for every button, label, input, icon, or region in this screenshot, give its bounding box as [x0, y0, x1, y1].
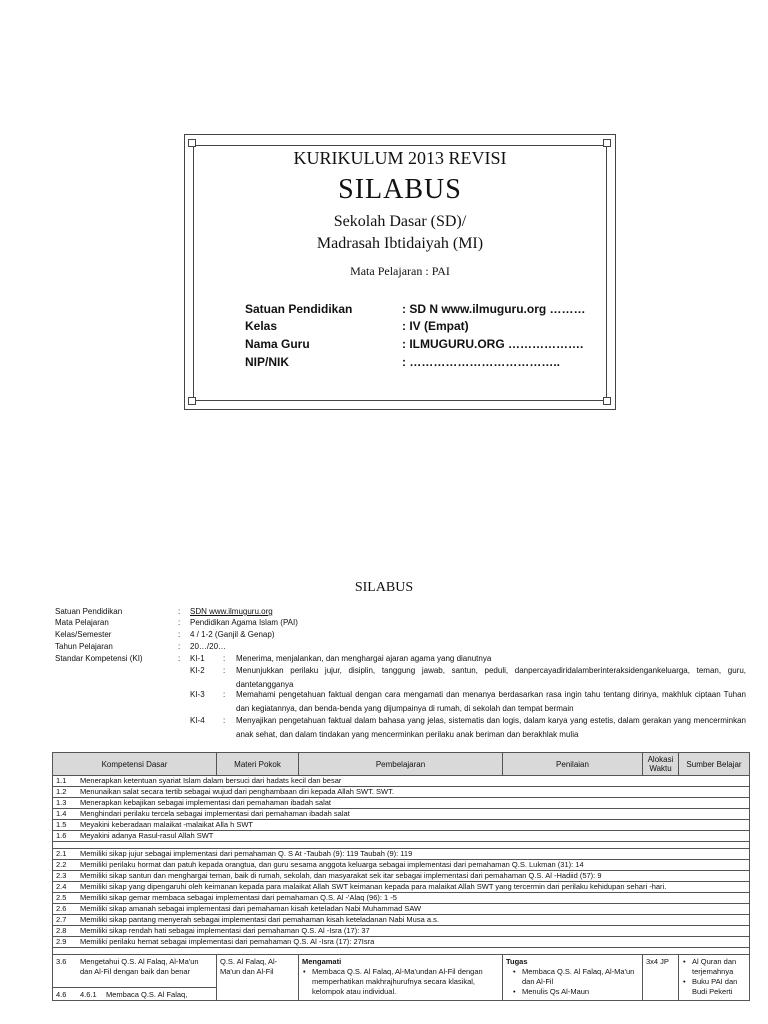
- header-pembelajaran: Pembelajaran: [299, 753, 503, 776]
- syllabus-table: [52, 752, 750, 1001]
- meta-label: Standar Kompetensi (KI): [55, 654, 143, 663]
- info-value: : ILMUGURU.ORG ……………….: [402, 337, 584, 351]
- kd-number: 2.4: [56, 882, 67, 891]
- meta-value: Pendidikan Agama Islam (PAI): [190, 618, 298, 627]
- header-kompetensi-dasar: Kompetensi Dasar: [53, 753, 217, 776]
- info-label: Nama Guru: [245, 337, 310, 351]
- kd-number: 1.4: [56, 809, 67, 818]
- meta-value: 4 / 1-2 (Ganjil & Genap): [190, 630, 275, 639]
- cell-materi-pokok: Q.S. Al Falaq, Al-Ma'un dan Al-Fil: [217, 955, 299, 1001]
- pembelajaran-heading: Mengamati: [302, 957, 342, 966]
- kd-text: Menerapkan ketentuan syariat Islam dalam bersuci dari hadats kecil dan besar: [80, 776, 342, 785]
- ki-code: KI-1: [190, 654, 205, 663]
- kd-text: Menghindari perilaku tercela sebagai implementasi dari pemahaman ibadah salat: [80, 809, 350, 818]
- kd-number: 2.6: [56, 904, 67, 913]
- info-value: : IV (Empat): [402, 319, 469, 333]
- cell-pembelajaran: [299, 955, 503, 1001]
- table-row: [53, 831, 750, 842]
- kd-number: 4.6: [56, 990, 67, 999]
- meta-value: 20…/20…: [190, 642, 227, 651]
- ki-colon: :: [223, 716, 226, 725]
- table-row: [53, 849, 750, 860]
- corner-ornament: [603, 397, 611, 405]
- kd-text: Menunaikan salat secara tertib sebagai wujud dari penghambaan diri kepada Allah SWT. SWT.: [80, 787, 394, 796]
- table-row: [53, 915, 750, 926]
- kd-sub-number: 4.6.1: [80, 990, 97, 999]
- corner-ornament: [188, 397, 196, 405]
- table-row: [53, 893, 750, 904]
- header-sumber-belajar: Sumber Belajar: [679, 753, 750, 776]
- kd-number: 3.6: [56, 957, 67, 966]
- ki-colon: :: [223, 690, 226, 699]
- info-label: NIP/NIK: [245, 355, 290, 369]
- cover-subtitle-1: Sekolah Dasar (SD)/: [333, 213, 467, 230]
- meta-label: Satuan Pendidikan: [55, 607, 123, 616]
- ki-code: KI-4: [190, 716, 205, 725]
- table-row-detail: [53, 955, 750, 1001]
- table-row: [53, 871, 750, 882]
- kd-number: 2.3: [56, 871, 67, 880]
- kd-text: Meyakini keberadaan malaikat -malaikat Alla h SWT: [80, 820, 253, 829]
- cell-sumber-belajar: [679, 955, 750, 1001]
- ki-colon: :: [223, 666, 226, 675]
- ki-text: Menunjukkan perilaku jujur, disiplin, tanggung jawab, santun, peduli, danpercayadiridalamberinteraksidengankeluarga, teman, guru, dantetangganya: [236, 666, 746, 689]
- cover-title: KURIKULUM 2013 REVISI: [293, 148, 507, 168]
- table-row: [53, 937, 750, 948]
- penilaian-item: • Membaca Q.S. Al Falaq, Al-Ma'un dan Al-Fil: [512, 967, 639, 987]
- sumber-item: • Al Quran dan terjemahnya: [682, 957, 746, 977]
- penilaian-heading: Tugas: [506, 957, 528, 966]
- table-row: [53, 860, 750, 871]
- table-row: [53, 787, 750, 798]
- ki-colon: :: [223, 654, 226, 663]
- table-spacer-row: [53, 948, 750, 955]
- info-label: Kelas: [245, 319, 278, 333]
- table-row: [53, 809, 750, 820]
- kd-number: 2.2: [56, 860, 67, 869]
- section-title: SILABUS: [354, 580, 414, 595]
- table-row: [53, 904, 750, 915]
- kd-number: 1.2: [56, 787, 67, 796]
- sumber-item: • Buku PAI dan Budi Pekerti: [682, 977, 746, 997]
- kd-text: Memiliki sikap rendah hati sebagai implementasi dari pemahaman Q.S. Al -Isra (17): 37: [80, 926, 370, 935]
- kd-number: 1.6: [56, 831, 67, 840]
- info-label: Satuan Pendidikan: [245, 302, 353, 316]
- meta-label: Kelas/Semester: [55, 630, 112, 639]
- header-alokasi-waktu: Alokasi Waktu: [643, 753, 679, 776]
- kd-number: 2.9: [56, 937, 67, 946]
- meta-label: Tahun Pelajaran: [55, 642, 113, 651]
- kd-text: Memiliki sikap pantang menyerah sebagai implementasi dari pemahaman kisah keteladanan Nabi Musa a.s.: [80, 915, 439, 924]
- kd-number: 2.8: [56, 926, 67, 935]
- header-materi-pokok: Materi Pokok: [217, 753, 299, 776]
- kd-text: Memiliki perilaku hormat dan patuh kepada orangtua, dan guru sesama anggota keluarga sebagai implementasi dari pemahaman Q.S. Lukman (31): 14: [80, 860, 584, 869]
- pembelajaran-item: • Membaca Q.S. Al Falaq, Al-Ma'undan Al-Fil dengan memperhatikan makhrajhurufnya secara klasikal, kelompok atau individual.: [302, 967, 499, 997]
- table-header-row: [53, 753, 750, 776]
- kd-text: Mengetahui Q.S. Al Falaq, Al-Ma'un dan Al-Fil dengan baik dan benar: [80, 957, 199, 976]
- cover-subtitle-2: Madrasah Ibtidaiyah (MI): [316, 235, 484, 252]
- info-value: : ………………………………..: [402, 355, 560, 369]
- info-value: : SD N www.ilmuguru.org ………: [402, 302, 586, 316]
- meta-label: Mata Pelajaran: [55, 618, 109, 627]
- table-row: [53, 926, 750, 937]
- cell-kompetensi-dasar: [53, 955, 217, 1001]
- meta-colon: :: [178, 618, 181, 627]
- kd-text: Memiliki sikap santun dan menghargai teman, baik di rumah, sekolah, dan masyarakat sek itar sebagai implementasi dari pemahaman Q.S. Al -Hadiid (57): 9: [80, 871, 602, 880]
- meta-colon: :: [178, 607, 181, 616]
- kd-text: Meyakini adanya Rasul-rasul Allah SWT: [80, 831, 214, 840]
- kd-number: 1.5: [56, 820, 67, 829]
- ki-code: KI-2: [190, 666, 205, 675]
- kd-text: Memiliki sikap amanah sebagai implementasi dari pemahaman kisah keteladan Nabi Muhammad SAW: [80, 904, 422, 913]
- kd-text: Memiliki sikap jujur sebagai implementasi dari pemahaman Q. S At -Taubah (9): 119 Taubah (9): 119: [80, 849, 413, 858]
- kd-sub-text: Membaca Q.S. Al Falaq,: [106, 990, 188, 999]
- ki-text: Menerima, menjalankan, dan menghargai ajaran agama yang dianutnya: [236, 654, 492, 663]
- table-row: [53, 820, 750, 831]
- kd-text: Memiliki perilaku hemat sebagai implementasi dari pemahaman Q.S. Al -Isra (17): 27Isra: [80, 937, 375, 946]
- table-row: [53, 798, 750, 809]
- corner-ornament: [188, 139, 196, 147]
- kd-number: 1.1: [56, 776, 67, 785]
- table-spacer-row: [53, 842, 750, 849]
- kd-text: Menerapkan kebajikan sebagai implementasi dari pemahaman ibadah salat: [80, 798, 331, 807]
- kd-number: 2.1: [56, 849, 67, 858]
- cell-penilaian: [503, 955, 643, 1001]
- meta-colon: :: [178, 654, 181, 663]
- ki-text: Menyajikan pengetahuan faktual dalam bahasa yang jelas, sistematis dan logis, dalam karya yang estetis, dalam gerakan yang mencerminkan anak sehat, dan dalam tindakan yang mencerminkan perilaku anak beriman dan berakhlak mulia: [236, 716, 746, 739]
- kd-number: 2.5: [56, 893, 67, 902]
- kd-number: 1.3: [56, 798, 67, 807]
- kd-text: Memiliki sikap gemar membaca sebagai implementasi dari pemahaman Q.S. Al -'Alaq (96): 1 -5: [80, 893, 397, 902]
- meta-value-link[interactable]: SDN www.ilmuguru.org: [190, 607, 273, 616]
- meta-colon: :: [178, 630, 181, 639]
- cover-heading: SILABUS: [338, 174, 462, 205]
- kd-number: 2.7: [56, 915, 67, 924]
- cell-alokasi-waktu: 3x4 JP: [643, 955, 679, 1001]
- ki-text: Memahami pengetahuan faktual dengan cara mengamati dan menanya berdasarkan rasa ingin tahu tentang dirinya, makhluk ciptaan Tuhan dan kegiatannya, dan benda-benda yang dijumpainya di rumah, di sekolah dan tempat bermain: [236, 690, 746, 713]
- ki-code: KI-3: [190, 690, 205, 699]
- table-row: [53, 882, 750, 893]
- penilaian-item: • Menulis Qs Al-Maun: [512, 987, 639, 997]
- table-row: [53, 776, 750, 787]
- meta-colon: :: [178, 642, 181, 651]
- header-penilaian: Penilaian: [503, 753, 643, 776]
- corner-ornament: [603, 139, 611, 147]
- cover-subject: Mata Pelajaran : PAI: [350, 264, 450, 278]
- kd-text: Memiliki sikap yang dipengaruhi oleh keimanan kepada para malaikat Allah SWT keimanan kepada para malaikat Allah SWT yang tercermin dari perilaku kehidupan sehari -hari.: [80, 882, 667, 891]
